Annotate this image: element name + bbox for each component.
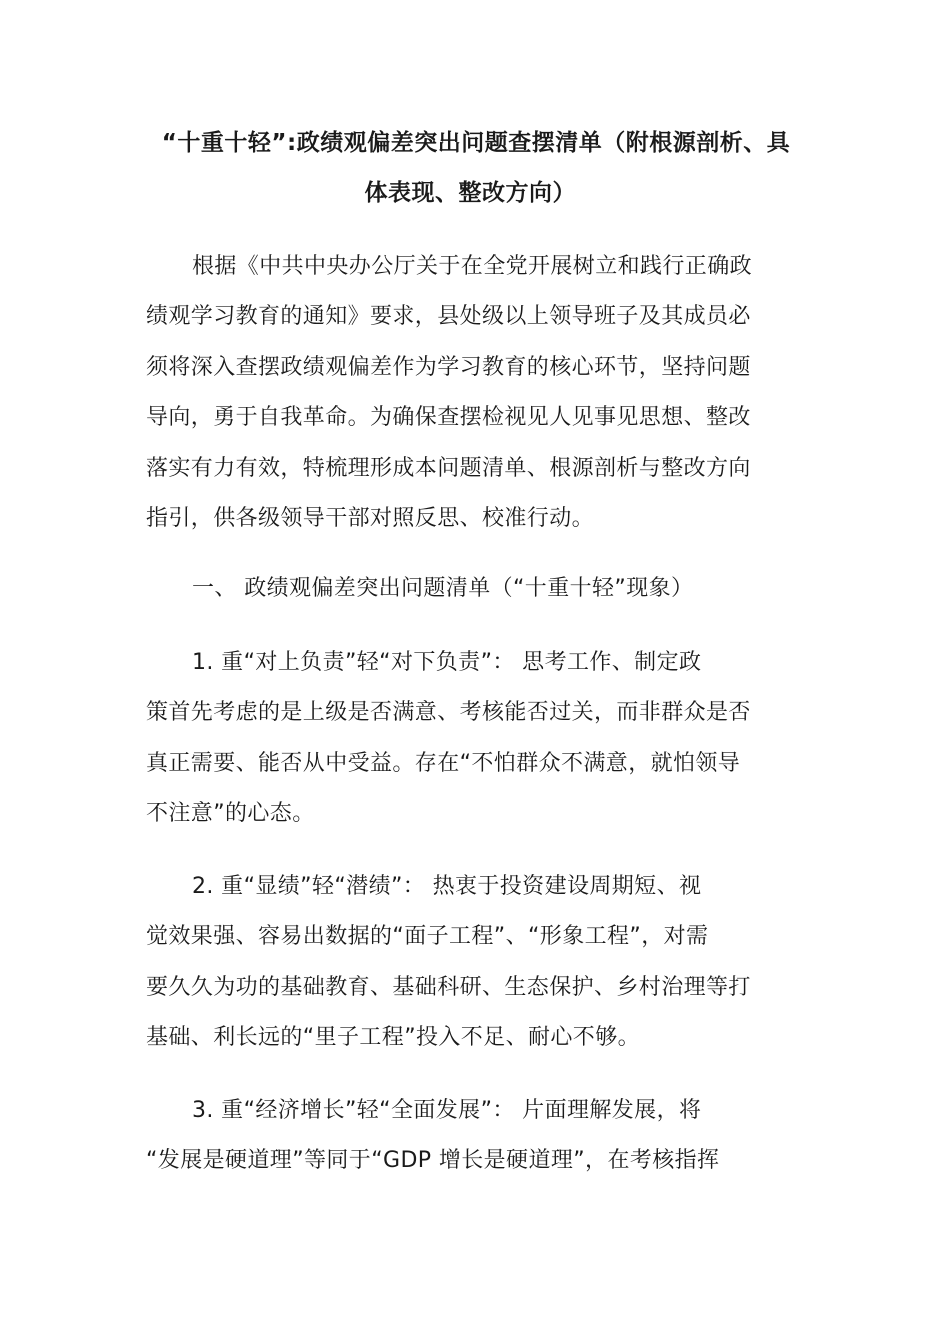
document-title [146, 118, 806, 218]
text-line: 不注意”的心态。 [146, 801, 315, 827]
text-line: 指引，供各级领导干部对照反思、校准行动。 [146, 506, 595, 532]
text-line: “发展是硬道理”等同于“GDP 增长是硬道理”，在考核指挥 [146, 1148, 720, 1174]
title-line-2: 体表现、整改方向） [364, 180, 576, 206]
text-line: 根据《中共中央办公厅关于在全党开展树立和践行正确政 [192, 254, 753, 279]
text-line: 须将深入查摆政绩观偏差作为学习教育的核心环节，坚持问题 [146, 354, 751, 380]
text-line: 1. 重“对上负责”轻“对下负责”： 思考工作、制定政 [192, 650, 702, 675]
section-heading: 一、 政绩观偏差突出问题清单（“十重十轻”现象） [192, 576, 694, 601]
text-line: 真正需要、能否从中受益。存在“不怕群众不满意，就怕领导 [146, 750, 741, 776]
text-line: 要久久为功的基础教育、基础科研、生态保护、乡村治理等打 [146, 974, 751, 1000]
text-line: 基础、利长远的“里子工程”投入不足、耐心不够。 [146, 1025, 640, 1051]
text-line: 觉效果强、容易出数据的“面子工程”、“形象工程”，对需 [146, 924, 709, 950]
text-line: 落实有力有效，特梳理形成本问题清单、根源剖析与整改方向 [146, 455, 751, 481]
problem-item-2 [146, 862, 806, 1064]
text-line: 绩观学习教育的通知》要求，县处级以上领导班子及其成员必 [146, 304, 751, 330]
intro-paragraph [146, 242, 806, 544]
problem-item-1 [146, 638, 806, 840]
text-line: 策首先考虑的是上级是否满意、考核能否过关，而非群众是否 [146, 700, 751, 726]
text-line: 导向，勇于自我革命。为确保查摆检视见人见事见思想、整改 [146, 405, 751, 431]
text-line: 3. 重“经济增长”轻“全面发展”： 片面理解发展，将 [192, 1098, 702, 1123]
text-line: 2. 重“显绩”轻“潜绩”： 热衷于投资建设周期短、视 [192, 874, 702, 899]
problem-item-3 [146, 1086, 806, 1187]
title-line-1: “十重十轻”:政绩观偏差突出问题查摆清单（附根源剖析、具 [161, 130, 791, 156]
